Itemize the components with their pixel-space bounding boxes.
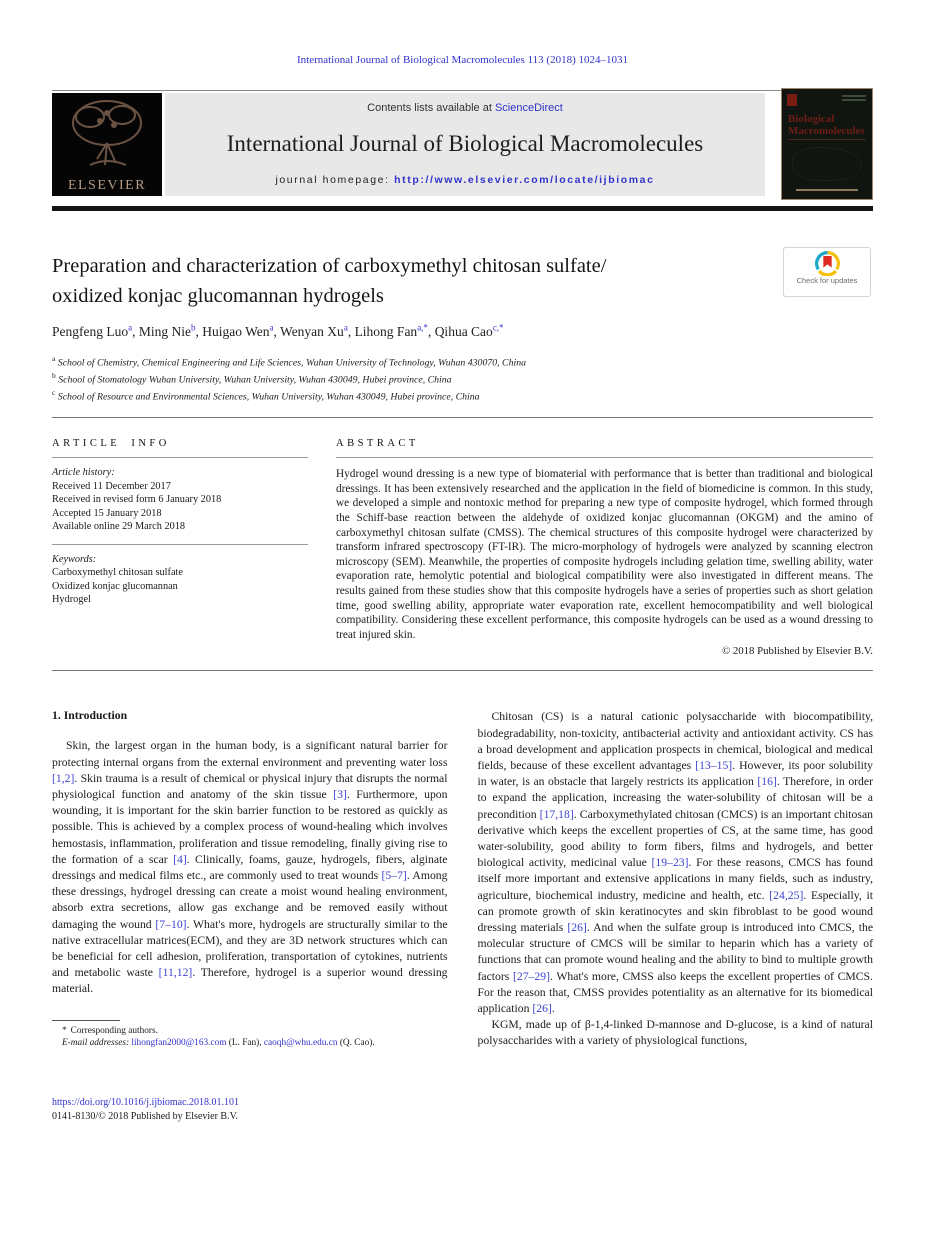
- email-addresses-note: E-mail addresses: lihongfan2000@163.com (L. Fan), caoqh@whu.edu.cn (Q. Cao).: [62, 1038, 375, 1049]
- check-updates-label: Check for updates: [796, 276, 858, 285]
- body-paragraph: KGM, made up of β-1,4-linked D-mannose and D-glucose, is a kind of natural polysaccharides with a variety of physiological functions,: [477, 1018, 873, 1048]
- footer-block: [52, 1096, 873, 1124]
- article-info-heading: ARTICLE INFO: [52, 438, 170, 450]
- homepage-url-link[interactable]: http://www.elsevier.com/locate/ijbiomac: [394, 174, 655, 186]
- citation-link[interactable]: [19–23]: [651, 856, 689, 870]
- homepage-line: journal homepage: http://www.elsevier.com/locate/ijbiomac: [275, 174, 655, 186]
- abstract-column: [336, 438, 873, 657]
- keyword: Carboxymethyl chitosan sulfate: [52, 567, 183, 579]
- footnote-block: [52, 1006, 448, 1050]
- history-label: Article history:: [52, 467, 115, 479]
- cover-emblem-icon: [787, 94, 797, 106]
- citation-link[interactable]: [1,2]: [52, 771, 75, 785]
- copyright-line: © 2018 Published by Elsevier B.V.: [721, 645, 873, 658]
- affiliation-c: $^c$ School of Resource and Environmental Sciences, Wuhan University, Wuhan 430049, Hubei province, China: [52, 388, 480, 403]
- citation-link[interactable]: [7–10]: [155, 917, 187, 931]
- author: Huigao Wen$^a$,: [202, 322, 281, 339]
- author: Lihong Fan$^{a,*}$,: [354, 322, 435, 339]
- history-item: Received in revised form 6 January 2018: [52, 494, 222, 506]
- citation-link[interactable]: [13–15]: [695, 759, 733, 773]
- author: Ming Nie$^b$,: [138, 322, 203, 339]
- affiliation-b: $^b$ School of Stomatology Wuhan University, Wuhan University, Wuhan 430049, Hubei province, China: [52, 370, 452, 386]
- elsevier-tree-icon: [60, 95, 154, 177]
- citation-link[interactable]: [16]: [757, 775, 777, 789]
- citation-link[interactable]: [26]: [532, 1002, 552, 1016]
- keywords-label: Keywords:: [52, 553, 97, 565]
- keyword: Hydrogel: [52, 594, 91, 606]
- header-band: [165, 93, 765, 196]
- history-item: Accepted 15 January 2018: [52, 507, 162, 519]
- citation-link[interactable]: [27–29]: [512, 969, 550, 983]
- contents-line: Contents lists available at ScienceDirect: [367, 102, 563, 114]
- author-list: [52, 322, 873, 340]
- header-divider-bar: [52, 206, 873, 211]
- issn-copyright-line: 0141-8130/© 2018 Published by Elsevier B.V.: [52, 1110, 239, 1122]
- section-divider-bottom: [52, 670, 873, 671]
- cover-issue-lines: [842, 95, 866, 103]
- author: Pengfeng Luo$^a$,: [52, 322, 139, 339]
- corresponding-authors-note: * Corresponding authors.: [62, 1025, 158, 1036]
- affiliations: [52, 352, 873, 404]
- elsevier-logo-label: ELSEVIER: [67, 178, 147, 193]
- journal-cover-thumbnail[interactable]: [781, 88, 873, 200]
- keyword: Oxidized konjac glucomannan: [52, 580, 178, 592]
- affiliation-a: $^a$ School of Chemistry, Chemical Engineering and Life Sciences, Wuhan University of Technology, Wuhan 430070, China: [52, 353, 527, 368]
- author: Wenyan Xu$^a$,: [280, 322, 355, 339]
- abstract-heading: ABSTRACT: [336, 438, 419, 450]
- body-right-column: [478, 709, 874, 1049]
- section-1-heading: 1. Introduction: [52, 709, 128, 723]
- cover-title: Biological Macromolecules: [788, 113, 865, 137]
- citation-link[interactable]: [3]: [333, 788, 347, 802]
- email-link-cao[interactable]: caoqh@whu.edu.cn: [263, 1038, 338, 1049]
- cover-art: [792, 147, 862, 181]
- sciencedirect-link[interactable]: ScienceDirect: [494, 102, 563, 114]
- page-title: Preparation and characterization of carboxymethyl chitosan sulfate/ oxidized konjac glucomannan hydrogels: [52, 255, 607, 307]
- citation-link[interactable]: [17,18]: [539, 807, 574, 821]
- check-for-updates-badge[interactable]: [783, 247, 871, 297]
- elsevier-logo[interactable]: [52, 93, 162, 196]
- history-item: Received 11 December 2017: [52, 480, 171, 492]
- body-columns: [52, 709, 873, 1049]
- info-abstract-section: [52, 418, 873, 657]
- abstract-text: Hydrogel wound dressing is a new type of biomaterial with performance that is better than traditional and biological dressings. It has been extensively researched and the application in the field of biomedicine is common. In this study, we developed a simple and nontoxic method for preparing a new type of composite hydrogel, which formed through the Schiff-base reaction between the aldehyde of oxidized konjac glucomannan (OKGM) and the amino of carboxymethyl chitosan sulfate (CMSS). The chemical structures of this composite hydrogel were characterized by transform infrared spectroscopy (FT-IR). The micro-morphology of hydrogels were analyzed by scanning electron microscopy (SEM). Meanwhile, the properties of composite hydrogels including gelation time, swelling ability, water evaporation rate, hemolytic potential and biological compatibility were also investigated in different means. The results gained from these studies show that this composite hydrogels have a series of properties such as short gelation time, good swelling ability, appropriate water evaporation rate, excellent hemocompatibility and well biological compatibility. Considering these excellent performance, this composite hydrogels can be used as a wound dressing to treat injured skin.: [336, 468, 873, 641]
- history-item: Available online 29 March 2018: [52, 521, 186, 533]
- citation-link[interactable]: [24,25]: [769, 888, 804, 902]
- crossmark-icon: [815, 251, 840, 276]
- citation-link[interactable]: [11,12]: [158, 966, 193, 980]
- doi-link[interactable]: https://doi.org/10.1016/j.ijbiomac.2018.01.101: [52, 1096, 240, 1108]
- cover-footer-lines: [796, 189, 858, 193]
- citation-link[interactable]: [5–7]: [381, 869, 407, 883]
- body-paragraph: Skin, the largest organ in the human body, is a significant natural barrier for protecting internal organs from the external environment and preventing water loss [1,2]. Skin trauma is a result of chemical or physical injury that disrupts the normal physiological function and anatomy of the skin tissue [3]. Furthermore, upon wounding, it is important for the skin barrier function to be restored as quickly as possible. This is achieved by a complex process of wound-healing which involves hemostasis, inflammation, proliferation and tissue remodeling, finally giving rise to the formation of a scar [4]. Clinically, foams, gauze, hydrogels, fibers, alginate dressings and medical films etc., are commonly used to treat wounds [5–7]. Among these dressings, hydrogel dressing can create a moist wound healing environment, absorb extra secretions, allow gas exchange and be removed easily without damaging the wound [7–10]. What's more, hydrogels are structurally similar to the native extracellular matrices(ECM), and they are 3D network structures which can be beneficial for cell adhesion, proliferation, transportation of cytokines, nutrients and metabolic waste [11,12]. Therefore, hydrogel is a superior wound dressing material.: [52, 739, 448, 996]
- journal-reference: International Journal of Biological Macromolecules 113 (2018) 1024–1031: [296, 54, 629, 66]
- body-left-column: [52, 709, 448, 1049]
- title-block: [52, 251, 873, 311]
- citation-link[interactable]: [4]: [173, 852, 187, 866]
- author: Qihua Cao$^{c,*}$: [434, 322, 504, 339]
- citation-link[interactable]: [26]: [567, 921, 587, 935]
- body-paragraph: Chitosan (CS) is a natural cationic polysaccharide with biocompatibility, biodegradability, non-toxicity, antibacterial activity and antioxidant activity. CS has a broad development and application prospects in chemical, biological and medical fields, because of these excellent advantages [13–15]. However, its poor solubility in water, is an obstacle that largely restricts its application [16]. Therefore, in order to expand the application, increasing the water-solubility of chitosan will be a precondition [17,18]. Carboxymethylated chitosan (CMCS) is an important chitosan derivative which keeps the excellent properties of CS, at the same time, has good water-solubility, good ability to form fibers, films and hydrogels, and better biological activity, medicinal value [19–23]. For these reasons, CMCS has found itself more important and extensive applications in many fields, such as industry, agriculture, biochemical industry, medicine and health, etc. [24,25]. Especially, it can promote growth of skin keratinocytes and skin fibroblast to be good wound dressing materials [26]. And when the sulfate group is introduced into CMCS, the molecular structure of CMCS will be similar to heparin which has a variety of functions that can promote wound healing and the ability to bind to multiple growth factors [27–29]. What's more, CMSS also keeps the excellent properties of CMCS. For the reason that, CMSS provides potentiality as an alternative for its biomedical application [26].: [477, 710, 874, 1016]
- article-info-column: [52, 438, 308, 657]
- journal-header: [52, 90, 873, 200]
- journal-title: International Journal of Biological Macromolecules: [226, 131, 704, 156]
- email-link-fan[interactable]: lihongfan2000@163.com: [131, 1038, 227, 1049]
